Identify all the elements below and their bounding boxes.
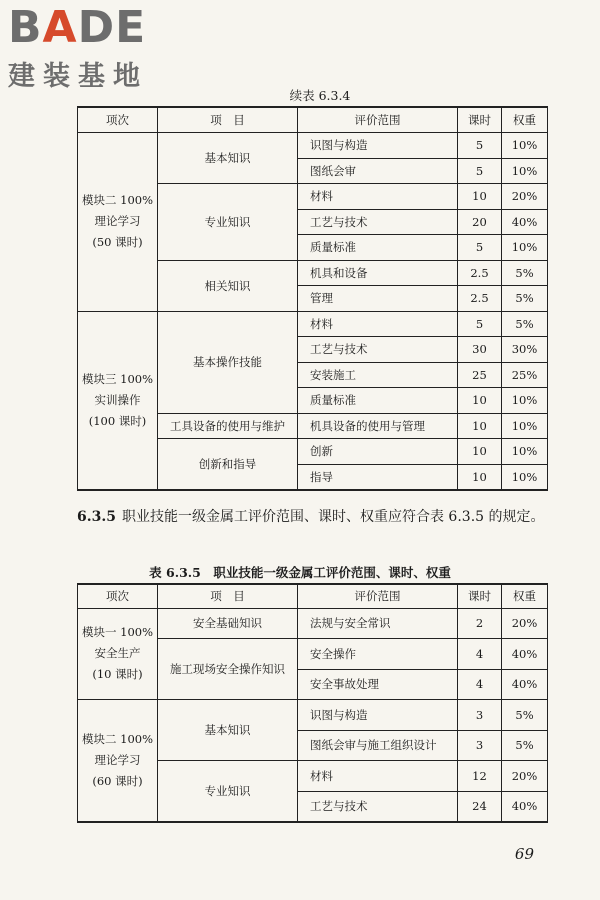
table2-header-row: [78, 584, 548, 608]
header-cell: 项 目: [158, 584, 298, 608]
section-text: 职业技能一级金属工评价范围、课时、权重应符合表 6.3.5 的规定。: [121, 509, 545, 525]
header-cell: 权重: [502, 584, 548, 608]
hours-cell: 5: [458, 311, 502, 337]
weight-cell: 20%: [502, 184, 548, 210]
item-cell: 安全基础知识: [158, 608, 298, 639]
logo-text-post: DE: [77, 2, 147, 53]
hours-cell: 10: [458, 413, 502, 439]
table2-caption: 表 6.3.5 职业技能一级金属工评价范围、课时、权重: [149, 565, 451, 580]
table2: [77, 583, 548, 823]
scope-cell: 材料: [298, 311, 458, 337]
weight-cell: 30%: [502, 337, 548, 363]
header-cell: 权重: [502, 107, 548, 133]
module-type: 理论学习: [94, 214, 141, 229]
hours-cell: 10: [458, 388, 502, 414]
weight-cell: 20%: [502, 608, 548, 639]
weight-cell: 5%: [502, 260, 548, 286]
weight-cell: 10%: [502, 133, 548, 159]
header-cell: 评价范围: [298, 584, 458, 608]
hours-cell: 4: [458, 669, 502, 700]
header-cell: 项次: [78, 107, 158, 133]
logo-wordmark: [8, 2, 148, 53]
module-name: 模块一 100%: [81, 625, 154, 640]
hours-cell: 24: [458, 791, 502, 822]
table1-caption: 续表 6.3.4: [289, 88, 351, 103]
scope-cell: 图纸会审与施工组织设计: [298, 730, 458, 761]
scope-cell: 安全操作: [298, 639, 458, 670]
header-cell: 课时: [458, 107, 502, 133]
weight-cell: 40%: [502, 209, 548, 235]
hours-cell: 30: [458, 337, 502, 363]
scope-cell: 安装施工: [298, 362, 458, 388]
module-type: 理论学习: [94, 752, 141, 767]
item-cell: 创新和指导: [158, 439, 298, 490]
table1: [77, 106, 548, 491]
scope-cell: 材料: [298, 184, 458, 210]
item-cell: 基本知识: [158, 133, 298, 184]
hours-cell: 5: [458, 235, 502, 261]
weight-cell: 5%: [502, 286, 548, 312]
weight-cell: 40%: [502, 669, 548, 700]
hours-cell: 2.5: [458, 286, 502, 312]
hours-cell: 5: [458, 133, 502, 159]
section-number: 6.3.5: [77, 509, 116, 525]
weight-cell: 10%: [502, 464, 548, 490]
header-cell: 项次: [78, 584, 158, 608]
weight-cell: 10%: [502, 439, 548, 465]
table-row: [78, 133, 548, 159]
scope-cell: 创新: [298, 439, 458, 465]
scope-cell: 工艺与技术: [298, 337, 458, 363]
table-row: [78, 700, 548, 731]
table1-header-row: [78, 107, 548, 133]
logo-text-pre: B: [8, 2, 43, 53]
weight-cell: 40%: [502, 791, 548, 822]
hours-cell: 10: [458, 464, 502, 490]
weight-cell: 5%: [502, 700, 548, 731]
weight-cell: 10%: [502, 388, 548, 414]
scope-cell: 图纸会审: [298, 158, 458, 184]
weight-cell: 5%: [502, 311, 548, 337]
item-cell: 专业知识: [158, 761, 298, 822]
module-hours: (60 课时): [92, 773, 143, 788]
page-number: 69: [514, 845, 534, 863]
module-type: 安全生产: [94, 646, 141, 661]
module-hours: (100 课时): [88, 413, 147, 428]
module-hours: (50 课时): [92, 235, 143, 250]
header-cell: 评价范围: [298, 107, 458, 133]
module-hours: (10 课时): [92, 667, 143, 682]
item-cell: 施工现场安全操作知识: [158, 639, 298, 700]
hours-cell: 3: [458, 730, 502, 761]
hours-cell: 25: [458, 362, 502, 388]
scope-cell: 质量标准: [298, 235, 458, 261]
item-cell: 工具设备的使用与维护: [158, 413, 298, 439]
module-cell: [78, 133, 158, 312]
scope-cell: 安全事故处理: [298, 669, 458, 700]
scope-cell: 工艺与技术: [298, 791, 458, 822]
hours-cell: 12: [458, 761, 502, 792]
scope-cell: 识图与构造: [298, 133, 458, 159]
logo: [8, 2, 148, 93]
weight-cell: 10%: [502, 235, 548, 261]
weight-cell: 40%: [502, 639, 548, 670]
scope-cell: 法规与安全常识: [298, 608, 458, 639]
item-cell: 基本知识: [158, 700, 298, 761]
header-cell: 项 目: [158, 107, 298, 133]
module-cell: [78, 700, 158, 822]
weight-cell: 25%: [502, 362, 548, 388]
hours-cell: 20: [458, 209, 502, 235]
scope-cell: 质量标准: [298, 388, 458, 414]
hours-cell: 2.5: [458, 260, 502, 286]
logo-subtitle: 建装基地: [8, 61, 148, 92]
module-name: 模块二 100%: [81, 731, 154, 746]
module-type: 实训操作: [94, 392, 141, 407]
hours-cell: 2: [458, 608, 502, 639]
table-row: [78, 311, 548, 337]
scope-cell: 工艺与技术: [298, 209, 458, 235]
weight-cell: 20%: [502, 761, 548, 792]
weight-cell: 10%: [502, 158, 548, 184]
hours-cell: 4: [458, 639, 502, 670]
scope-cell: 管理: [298, 286, 458, 312]
table-row: [78, 608, 548, 639]
hours-cell: 3: [458, 700, 502, 731]
scope-cell: 机具设备的使用与管理: [298, 413, 458, 439]
scope-cell: 机具和设备: [298, 260, 458, 286]
module-name: 模块二 100%: [81, 193, 154, 208]
module-cell: [78, 608, 158, 700]
hours-cell: 5: [458, 158, 502, 184]
scope-cell: 材料: [298, 761, 458, 792]
hours-cell: 10: [458, 439, 502, 465]
item-cell: 基本操作技能: [158, 311, 298, 413]
scope-cell: 识图与构造: [298, 700, 458, 731]
logo-text-accent: A: [42, 2, 78, 53]
weight-cell: 10%: [502, 413, 548, 439]
hours-cell: 10: [458, 184, 502, 210]
module-cell: [78, 311, 158, 490]
section-paragraph: [77, 506, 552, 529]
scope-cell: 指导: [298, 464, 458, 490]
module-name: 模块三 100%: [81, 371, 154, 386]
header-cell: 课时: [458, 584, 502, 608]
item-cell: 专业知识: [158, 184, 298, 261]
weight-cell: 5%: [502, 730, 548, 761]
item-cell: 相关知识: [158, 260, 298, 311]
